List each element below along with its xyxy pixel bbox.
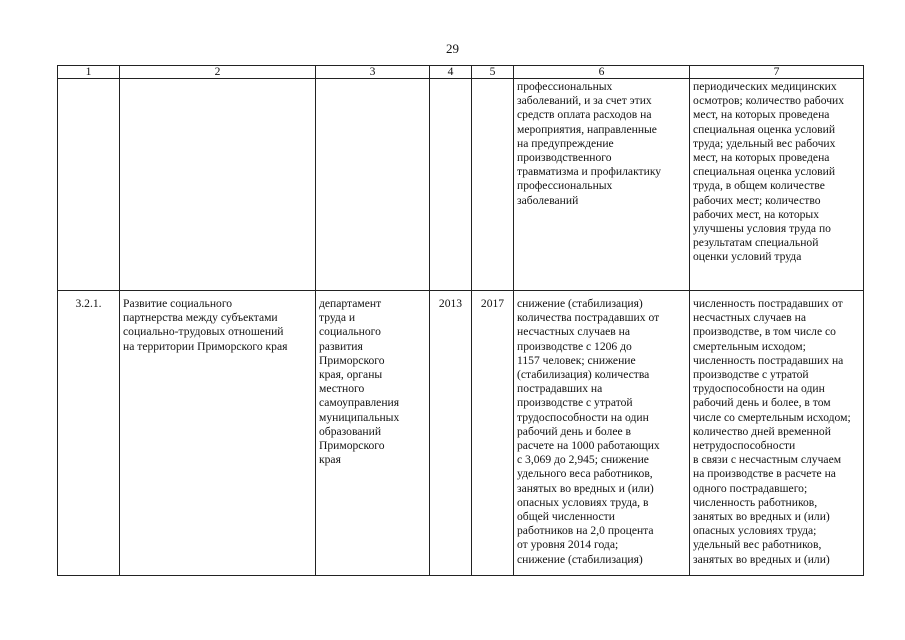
start-year-cell bbox=[430, 79, 472, 291]
column-number: 1 bbox=[58, 66, 120, 79]
expected-result-cell: снижение (стабилизация) количества пострадавших от несчастных случаев на производстве с 1206 до 1157 человек; снижение (стабилизация) количества пострадавших на производстве с утратой трудоспособности на один рабочий день и более в расчете на 1000 работающих с 3,069 до 2,945; снижение удельного веса работников, занятых во вредных и (или) опасных условиях труда, в общей численности работников на 2,0 процента от уровня 2014 года; снижение (стабилизация) bbox=[514, 291, 690, 576]
column-number: 4 bbox=[430, 66, 472, 79]
indicators-cell: численность пострадавших от несчастных случаев на производстве, в том числе со смертельным исходом; численность пострадавших на производстве с утратой трудоспособности на один рабочий день и более, в том числе со смертельным исходом; количество дней временной нетрудоспособности в связи с несчастным случаем на производстве в расчете на одного пострадавшего; численность работников, занятых во вредных и (или) опасных условиях труда; удельный вес работников, занятых во вредных и (или) bbox=[690, 291, 864, 576]
table-row-3-2-1 bbox=[58, 291, 864, 576]
end-year-cell bbox=[472, 79, 514, 291]
column-number: 7 bbox=[690, 66, 864, 79]
measure-name-cell: Развитие социального партнерства между субъектами социально-трудовых отношений на территории Приморского края bbox=[120, 291, 316, 576]
executor-cell: департамент труда и социального развития Приморского края, органы местного самоуправления муниципальных образований Приморского края bbox=[316, 291, 430, 576]
table-row-continuation bbox=[58, 79, 864, 291]
measure-name-cell bbox=[120, 79, 316, 291]
column-number-row bbox=[58, 66, 864, 79]
item-number-cell bbox=[58, 79, 120, 291]
column-number: 2 bbox=[120, 66, 316, 79]
column-number: 5 bbox=[472, 66, 514, 79]
indicators-cell: периодических медицинских осмотров; количество рабочих мест, на которых проведена специальная оценка условий труда; удельный вес рабочих мест, на которых проведена специальная оценка условий труда, в общем количестве рабочих мест; количество рабочих мест, на которых улучшены условия труда по результатам специальной оценки условий труда bbox=[690, 79, 864, 291]
executor-cell bbox=[316, 79, 430, 291]
program-table bbox=[57, 65, 864, 576]
expected-result-cell: профессиональных заболеваний, и за счет этих средств оплата расходов на мероприятия, направленные на предупреждение производственного травматизма и профилактику профессиональных заболеваний bbox=[514, 79, 690, 291]
end-year-cell: 2017 bbox=[472, 291, 514, 576]
item-number-cell: 3.2.1. bbox=[58, 291, 120, 576]
start-year-cell: 2013 bbox=[430, 291, 472, 576]
column-number: 3 bbox=[316, 66, 430, 79]
page-number: 29 bbox=[446, 41, 459, 56]
column-number: 6 bbox=[514, 66, 690, 79]
